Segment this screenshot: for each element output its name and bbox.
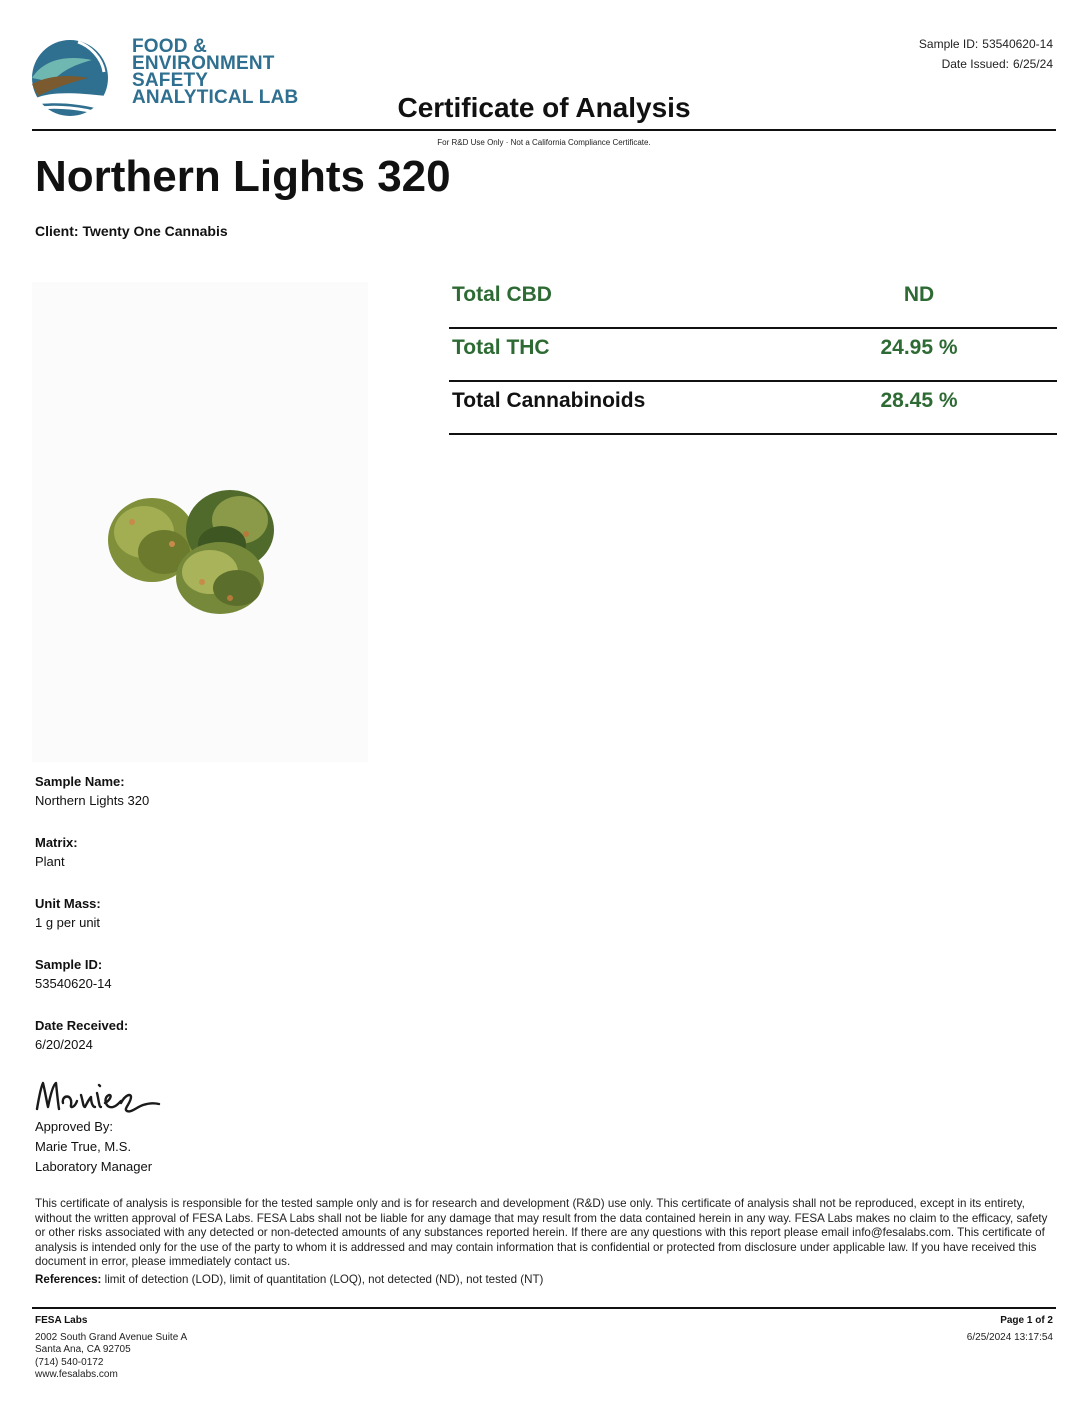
footer-address-line: Santa Ana, CA 92705 (35, 1344, 131, 1355)
detail-label: Matrix: (35, 835, 78, 850)
footer-address (35, 1315, 187, 1382)
logo-text-line: FOOD & (132, 36, 208, 57)
client-name: Client: Twenty One Cannabis (35, 223, 228, 239)
detail-value: Northern Lights 320 (35, 793, 150, 808)
detail-value: Plant (35, 854, 65, 869)
page-number: Page 1 of 2 (1000, 1315, 1053, 1326)
footer-address-line: 2002 South Grand Avenue Suite A (35, 1331, 188, 1343)
total-name: Total CBD (452, 283, 552, 306)
detail-label: Date Received: (35, 1018, 129, 1033)
detail-field (35, 1015, 335, 1076)
header-meta (919, 34, 1053, 74)
document-title: Certificate of Analysis (397, 92, 691, 123)
product-photo (32, 282, 368, 762)
approver-name: Marie True, M.S. (35, 1139, 132, 1154)
approver-title: Laboratory Manager (35, 1159, 153, 1174)
logo-text-line: SAFETY (132, 70, 209, 91)
total-name: Total THC (452, 336, 550, 359)
total-value: ND (903, 283, 935, 306)
detail-value: 53540620-14 (35, 976, 112, 991)
sample-id-value: 53540620-14 (982, 37, 1053, 51)
total-row (449, 278, 1057, 329)
footer-page-info (967, 1315, 1053, 1344)
date-issued-value: 6/25/24 (1012, 57, 1053, 71)
cannabinoid-totals (449, 278, 1057, 437)
detail-field (35, 832, 335, 893)
logo-text-line: ENVIRONMENT (132, 53, 275, 74)
footer-phone: (714) 540-0172 (35, 1356, 104, 1368)
approved-by-label: Approved By: (35, 1119, 114, 1134)
legal-disclaimer: This certificate of analysis is responsible for the tested sample only and is for research and development (R&D) use only. This certificate of analysis shall not be reproduced, except in its entirety, without the written approval of FESA Labs. FESA Labs shall not be liable for any damage that may result from the data contained herein in any way. FESA Labs makes no claim to the efficacy, safety or other risks associated with any detected or non-detected amounts of any substances reported herein. If there are any questions with this report please email info@fesalabs.com. This certificate of analysis is intended only for the use of the party to whom it is addressed and may contain information that is confidential or protected from disclosure under applicable law. If you have received this document in error, please immediately contact us. (35, 1197, 1048, 1268)
total-name: Total Cannabinoids (452, 389, 646, 412)
date-issued-label: Date Issued: (941, 57, 1009, 71)
cannabis-buds-image (32, 282, 368, 762)
detail-value: 6/20/2024 (35, 1037, 93, 1052)
detail-label: Unit Mass: (35, 896, 101, 911)
signature (33, 1073, 163, 1122)
detail-label: Sample ID: (35, 957, 103, 972)
references-text: limit of detection (LOD), limit of quantitation (LOQ), not detected (ND), not tested (NT) (104, 1273, 544, 1286)
total-value: 28.45 % (880, 389, 958, 412)
references-label: References: (35, 1273, 102, 1286)
detail-field (35, 771, 335, 832)
references (35, 1273, 543, 1286)
sample-id-line (919, 34, 1053, 54)
detail-value: 1 g per unit (35, 915, 101, 930)
product-title: Northern Lights 320 (35, 152, 451, 201)
sample-id-label: Sample ID: (918, 37, 979, 51)
total-value: 24.95 % (880, 336, 958, 359)
signature-image (33, 1073, 163, 1117)
footer-org: FESA Labs (35, 1315, 88, 1326)
footer-website: www.fesalabs.com (35, 1369, 118, 1380)
logo-text-line: ANALYTICAL LAB (132, 87, 299, 108)
total-row (449, 331, 1057, 382)
footer-divider (32, 1307, 1056, 1309)
sample-details (35, 771, 335, 1076)
detail-label: Sample Name: (35, 774, 125, 789)
approval-block (35, 1117, 152, 1177)
detail-field (35, 893, 335, 954)
date-issued-line (919, 54, 1053, 74)
detail-field (35, 954, 335, 1015)
rd-disclaimer: For R&D Use Only · Not a California Compliance Certificate. (437, 138, 651, 147)
header-divider (32, 129, 1056, 131)
print-timestamp: 6/25/2024 13:17:54 (966, 1331, 1053, 1343)
total-row (449, 384, 1057, 435)
